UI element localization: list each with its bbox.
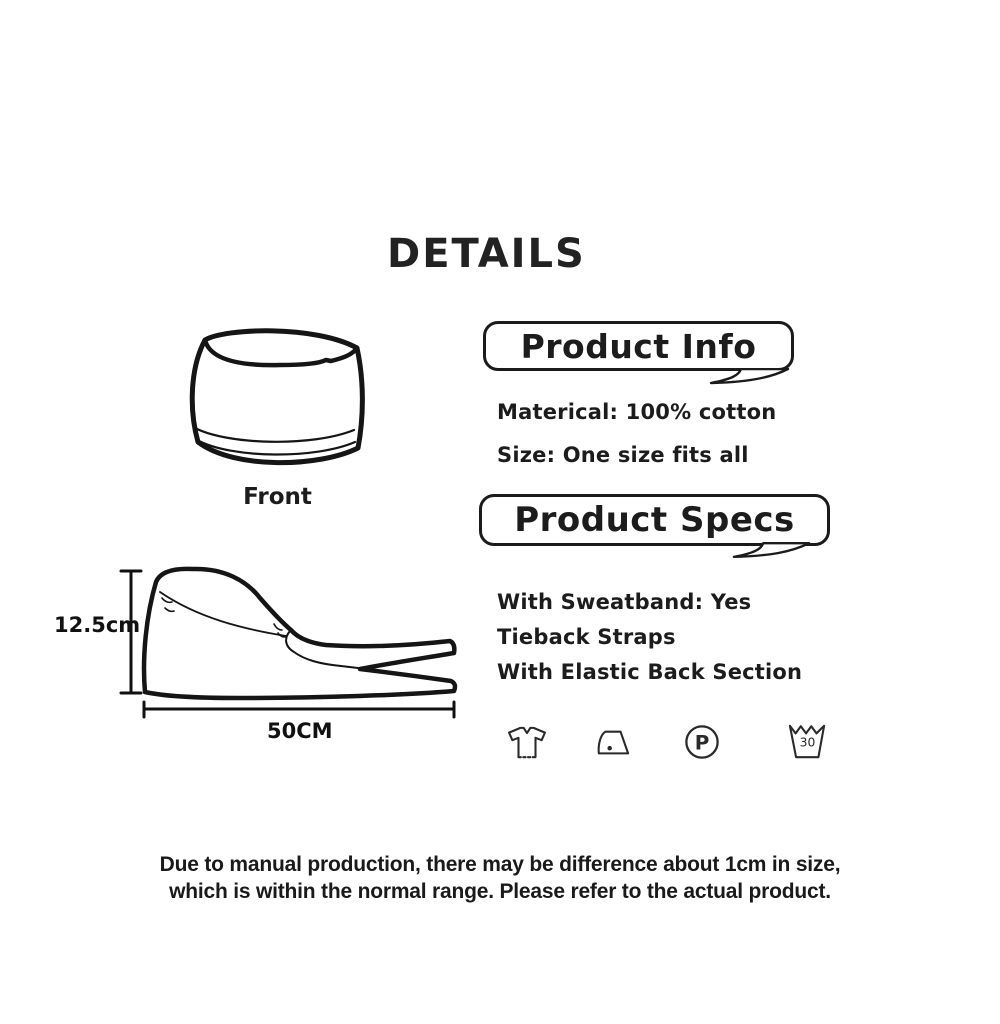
dry-clean-letter: P bbox=[694, 731, 710, 755]
speech-bubble-tail-icon bbox=[729, 542, 811, 562]
disclaimer-line-1: Due to manual production, there may be difference about 1cm in size, bbox=[159, 853, 841, 876]
height-dimension-label: 12.5cm bbox=[54, 613, 141, 637]
spec-line-sweatband: With Sweatband: Yes bbox=[497, 590, 752, 614]
disclaimer-line-2: which is within the normal range. Please refer to the actual product. bbox=[169, 880, 831, 903]
iron-icon bbox=[596, 729, 630, 757]
tshirt-icon bbox=[507, 726, 547, 760]
product-info-bubble bbox=[483, 321, 794, 371]
scrub-cap-side-drawing bbox=[138, 558, 470, 708]
product-specs-heading: Product Specs bbox=[514, 500, 795, 540]
wash-30-icon bbox=[787, 722, 827, 760]
material-line: Materical: 100% cotton bbox=[497, 400, 777, 424]
dry-clean-p-icon bbox=[684, 724, 720, 760]
page-title: DETAILS bbox=[387, 231, 586, 277]
speech-bubble-tail-icon bbox=[706, 368, 790, 388]
iron-dot bbox=[607, 746, 612, 751]
spec-line-elastic: With Elastic Back Section bbox=[497, 660, 803, 684]
product-specs-bubble bbox=[479, 494, 830, 546]
disclaimer-text bbox=[0, 851, 1000, 905]
spec-line-tieback: Tieback Straps bbox=[497, 625, 676, 649]
wash-temperature-label: 30 bbox=[799, 735, 816, 750]
size-line: Size: One size fits all bbox=[497, 443, 749, 467]
product-info-heading: Product Info bbox=[520, 326, 757, 366]
front-view-caption: Front bbox=[243, 484, 312, 510]
width-dimension-label: 50CM bbox=[267, 719, 333, 743]
scrub-cap-front-drawing bbox=[180, 320, 375, 472]
width-dimension-line bbox=[141, 700, 457, 720]
